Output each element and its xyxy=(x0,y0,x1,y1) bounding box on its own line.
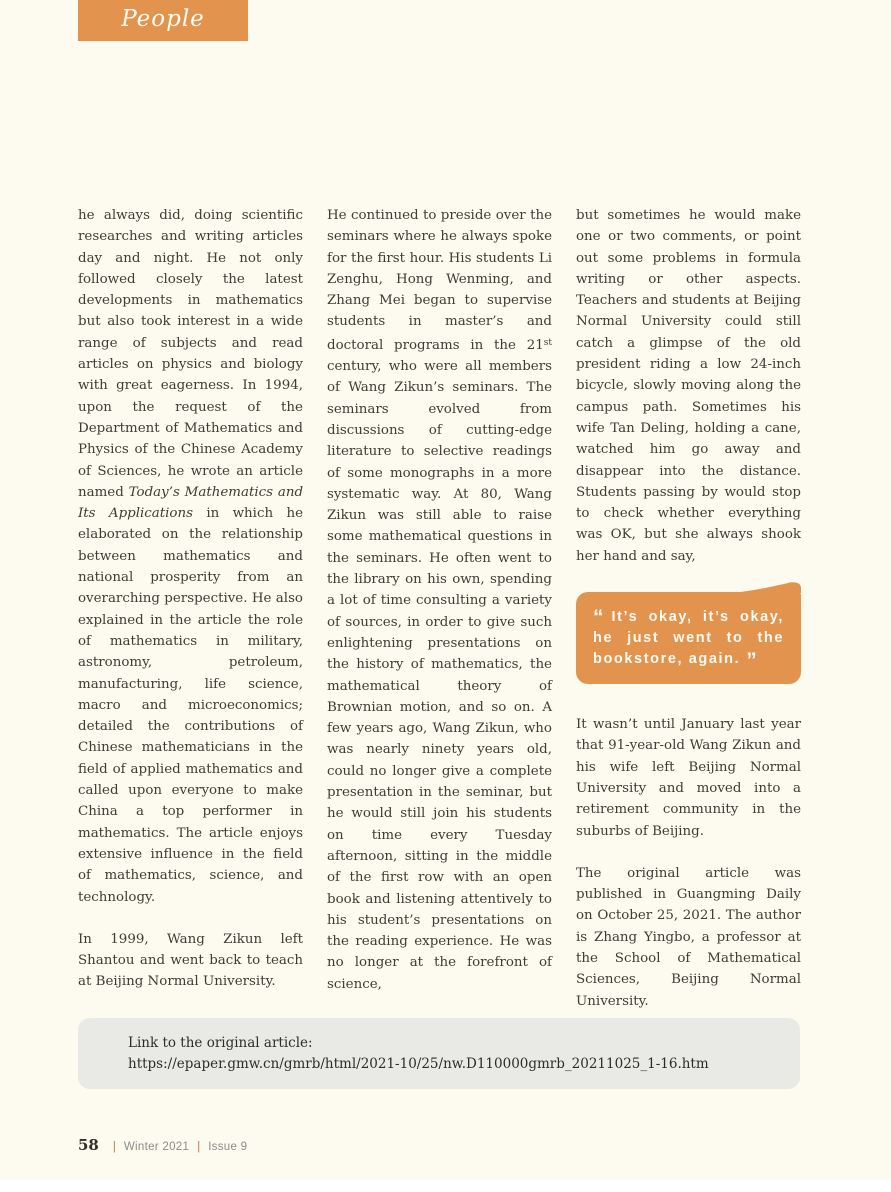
paragraph-text: in which he elaborated on the relationship between mathematics and national prosperity from an overarching perspective. He also explained in the article the role of mathematics in military, astronomy, petroleum, manufacturing, life science, macro and microeconomics; detailed the contributions of Chinese mathematicians in the field of applied mathematics and called upon everyone to make China a top performer in mathematics. The article enjoys extensive influence in the field of mathematics, science, and technology. xyxy=(78,506,303,905)
page-footer xyxy=(78,1136,247,1154)
pull-quote-text xyxy=(593,606,784,673)
text-column-3 xyxy=(576,205,801,1012)
pull-quote-bubble xyxy=(576,592,801,684)
page-number: 58 xyxy=(78,1136,99,1154)
paragraph-text: he always did, doing scientific researches and writing articles day and night. He not only followed closely the latest developments in mathematics but also took interest in a wide range of subjects and read articles on physics and biology with great eagerness. In 1994, upon the request of the Department of Mathematics and Physics of the Chinese Academy of Sciences, he wrote an article named xyxy=(78,208,303,500)
text-column-2 xyxy=(327,205,552,1012)
paragraph xyxy=(78,205,303,908)
text-column-1 xyxy=(78,205,303,1012)
link-label: Link to the original article: xyxy=(128,1035,313,1051)
article-body xyxy=(78,205,801,1012)
paragraph: It wasn’t until January last year that 91-year-old Wang Zikun and his wife left Beijing Normal University and moved into a retirement community in the suburbs of Beijing. xyxy=(576,717,801,839)
footer-separator: | xyxy=(112,1141,116,1153)
paragraph xyxy=(327,205,552,995)
ordinal-superscript: st xyxy=(543,337,552,348)
footer-separator: | xyxy=(197,1141,201,1153)
open-quote-icon: “ xyxy=(593,606,604,630)
original-article-link-box xyxy=(78,1018,800,1089)
paragraph: but sometimes he would make one or two comments, or point out some problems in formula writing or other aspects. Teachers and students at Beijing Normal University could still catch a glimpse of the old president riding a low 24-inch bicycle, slowly moving along the campus path. Sometimes his wife Tan Deling, holding a cane, watched him go away and disappear into the distance. Students passing by would stop to check whether everything was OK, but she always shook her hand and say, xyxy=(576,208,801,564)
section-tab-people xyxy=(78,0,248,41)
original-article-url[interactable]: https://epaper.gmw.cn/gmrb/html/2021-10/25/nw.D110000gmrb_20211025_1-16.htm xyxy=(128,1056,709,1072)
close-quote-icon: ” xyxy=(746,649,757,673)
footer-season: Winter 2021 xyxy=(123,1141,190,1153)
speech-bubble-tail xyxy=(731,582,801,593)
quote-body: It’s okay, it’s okay, he just went to the bookstore, again. xyxy=(593,609,784,668)
paragraph-text: century, who were all members of Wang Zikun’s seminars. The seminars evolved from discussions of cutting-edge literature to selective readings of some monographs in a more systematic way. At 80, Wang Zikun was still able to raise some mathematical questions in the seminars. He often went to the library on his own, spending a lot of time consulting a variety of sources, in order to give such enlightening presentations on the history of mathematics, the mathematical theory of Brownian motion, and so on. A few years ago, Wang Zikun, who was nearly ninety years old, could no longer give a complete presentation in the seminar, but he would still join his students on time every Tuesday afternoon, sitting in the middle of the first row with an open book and listening attentively to his student’s presentations on the reading experience. He was no longer at the forefront of science, xyxy=(327,359,552,992)
paragraph: In 1999, Wang Zikun left Shantou and went back to teach at Beijing Normal University. xyxy=(78,931,303,990)
paragraph-text: He continued to preside over the seminars where he always spoke for the first hour. His students Li Zenghu, Hong Wenming, and Zhang Mei began to supervise students in master’s and doctoral programs in the 21 xyxy=(327,208,552,353)
paragraph: The original article was published in Guangming Daily on October 25, 2021. The author is Zhang Yingbo, a professor at the School of Mathematical Sciences, Beijing Normal University. xyxy=(576,865,801,1009)
footer-issue: Issue 9 xyxy=(208,1141,248,1153)
article-title-italic: Today’s Mathematics and Its Applications xyxy=(78,484,304,522)
section-tab-label: People xyxy=(121,6,205,32)
